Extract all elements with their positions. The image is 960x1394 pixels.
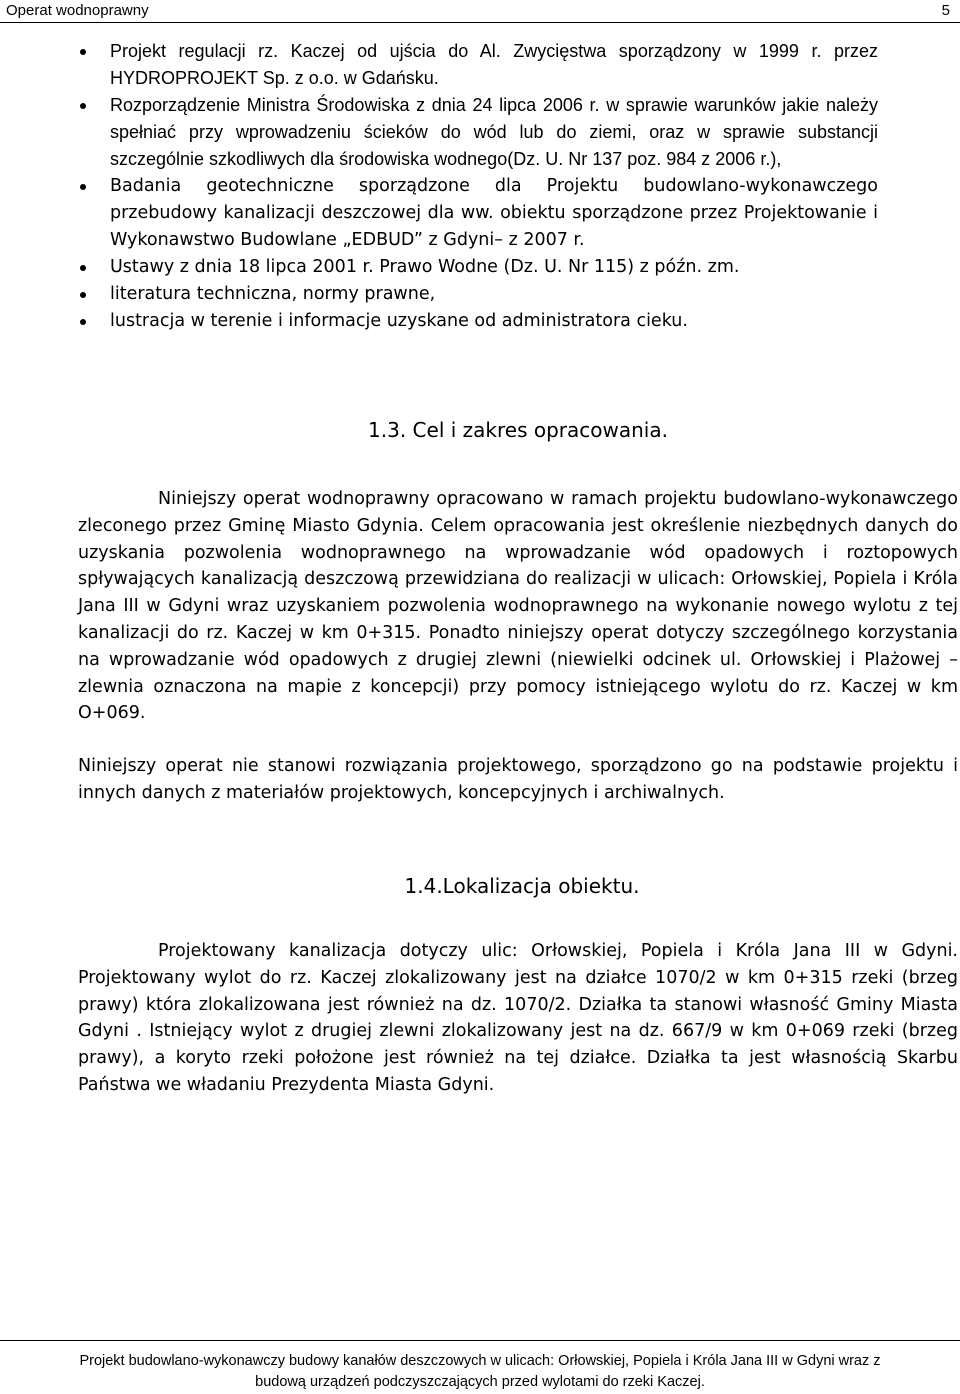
sources-list — [78, 38, 878, 335]
footer-line: budową urządzeń podczyszczających przed wylotami do rzeki Kaczej. — [255, 1374, 705, 1390]
footer-line: Projekt budowlano-wykonawczy budowy kanałów deszczowych w ulicach: Orłowskiej, Popiela i Króla Jana III w Gdyni wraz z — [79, 1353, 881, 1369]
document-title: Operat wodnoprawny — [6, 2, 149, 19]
section-heading-location: 1.4.Lokalizacja obiektu. — [404, 874, 640, 898]
list-item: Projekt regulacji rz. Kaczej od ujścia do Al. Zwycięstwa sporządzony w 1999 r. przez HYDROPROJEKT Sp. z o.o. w Gdańsku. — [78, 38, 878, 92]
list-item: lustracja w terenie i informacje uzyskane od administratora cieku. — [78, 308, 878, 335]
section-heading-goal: 1.3. Cel i zakres opracowania. — [368, 418, 668, 442]
list-item: Ustawy z dnia 18 lipca 2001 r. Prawo Wodne (Dz. U. Nr 115) z późn. zm. — [78, 254, 878, 281]
goal-paragraph: Niniejszy operat wodnoprawny opracowano w ramach projektu budowlano-wykonawczego zleconego przez Gminę Miasto Gdynia. Celem opracowania jest określenie niezbędnych danych do uzyskania pozwolenia wodnoprawnego na wprowadzanie wód opadowych i roztopowych spływających kanalizacją deszczową przewidziana do realizacji w ulicach: Orłowskiej, Popiela i Króla Jana III w Gdyni wraz uzyskaniem pozwolenia wodnoprawnego na wykonanie nowego wylotu z tej kanalizacji do rz. Kaczej w km 0+315. Ponadto niniejszy operat dotyczy szczególnego korzystania na wprowadzanie wód opadowych z drugiej zlewni (niewielki odcinek ul. Orłowskiej i Plażowej – zlewnia oznaczona na mapie z koncepcji) przy pomocy istniejącego wylotu do rz. Kaczej w km O+069. — [78, 489, 958, 724]
page-header — [0, 0, 960, 23]
list-item: Rozporządzenie Ministra Środowiska z dnia 24 lipca 2006 r. w sprawie warunków jakie należy spełniać przy wprowadzeniu ścieków do wód lub do ziemi, oraz w sprawie substancji szczególnie szkodliwych dla środowiska wodnego(Dz. U. Nr 137 poz. 984 z 2006 r.), — [78, 92, 878, 173]
list-item: Badania geotechniczne sporządzone dla Projektu budowlano-wykonawczego przebudowy kanalizacji deszczowej dla ww. obiektu sporządzone przez Projektowanie i Wykonawstwo Budowlane „EDBUD” z Gdyni– z 2007 r. — [78, 173, 878, 254]
location-paragraph: Projektowany kanalizacja dotyczy ulic: Orłowskiej, Popiela i Króla Jana III w Gdyni. Projektowany wylot do rz. Kaczej zlokalizowany jest na działce 1070/2 w km 0+315 rzeki (brzeg prawy) która zlokalizowana jest również na dz. 1070/2. Działka ta stanowi własność Gminy Miasta Gdyni . Istniejący wylot z drugiej zlewni zlokalizowany jest na dz. 667/9 w km 0+069 rzeki (brzeg prawy), a koryto rzeki położone jest również na tej działce. Działka ta jest własnością Skarbu Państwa we władaniu Prezydenta Miasta Gdyni. — [78, 941, 958, 1095]
page-footer — [0, 1340, 960, 1393]
page-number: 5 — [941, 2, 950, 19]
scope-paragraph: Niniejszy operat nie stanowi rozwiązania projektowego, sporządzono go na podstawie projektu i innych danych z materiałów projektowych, koncepcyjnych i archiwalnych. — [78, 756, 958, 803]
list-item: literatura techniczna, normy prawne, — [78, 281, 878, 308]
